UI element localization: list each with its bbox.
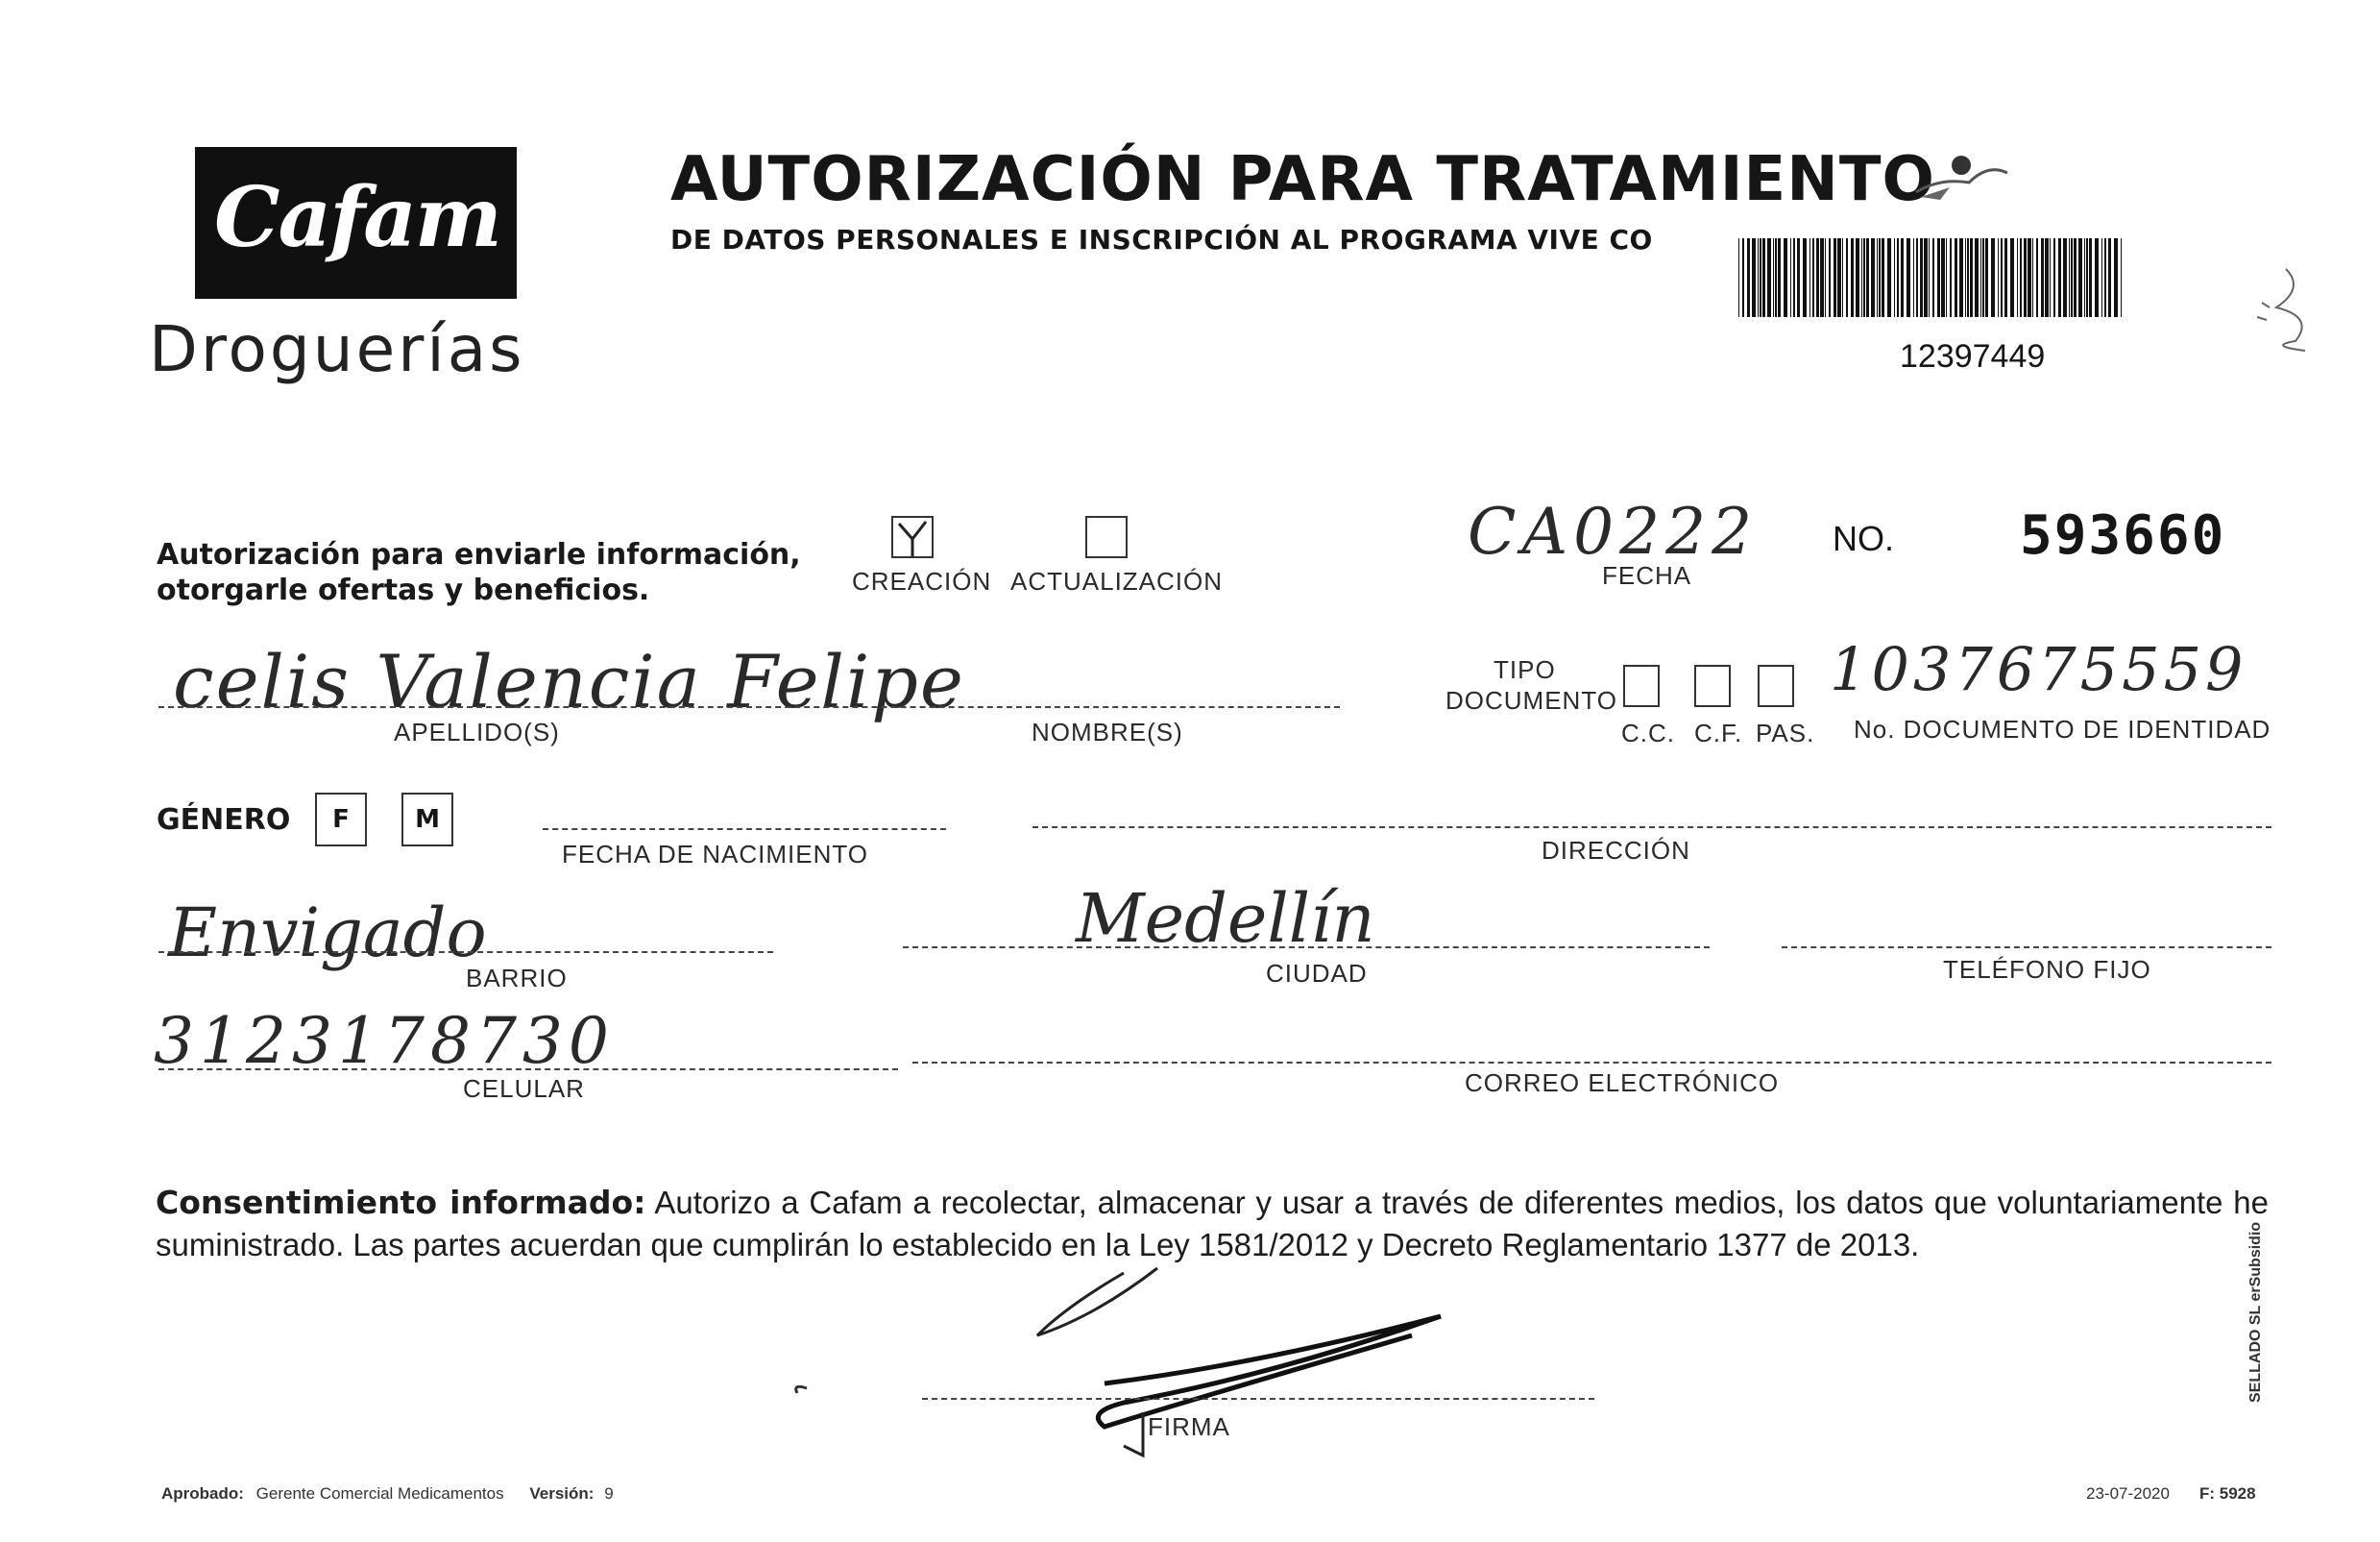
- barcode-bar: [2053, 238, 2055, 317]
- barcode-bar: [2121, 238, 2122, 317]
- barcode-bar: [1901, 238, 1904, 317]
- barcode-bar: [1809, 238, 1810, 317]
- genero-label: GÉNERO: [157, 803, 291, 837]
- barcode-bar: [1861, 238, 1862, 317]
- barcode-bar: [2010, 238, 2014, 317]
- barcode-bar: [1879, 238, 1881, 317]
- barcode-bar: [2086, 238, 2088, 317]
- barcode-bar: [2078, 238, 2082, 317]
- document-title: AUTORIZACIÓN PARA TRATAMIENTO: [670, 144, 1935, 215]
- barcode-bar: [1924, 238, 1928, 317]
- barcode-bar: [2001, 238, 2003, 317]
- barcode-bar: [1820, 238, 1824, 317]
- telefono-line: [1782, 946, 2271, 948]
- barcode-bar: [1967, 238, 1969, 317]
- apellidos-line: [158, 706, 1340, 708]
- barcode-bar: [2069, 238, 2070, 317]
- cc-checkbox[interactable]: [1623, 665, 1660, 707]
- barrio-label: BARRIO: [466, 964, 568, 992]
- barcode-bar: [1812, 238, 1814, 317]
- documento-value: 1037675559: [1830, 634, 2247, 704]
- barcode-bar: [1946, 238, 1947, 317]
- barcode-bar: [1955, 238, 1957, 317]
- barcode-bar: [1937, 238, 1940, 317]
- barcode-bar: [1752, 238, 1756, 317]
- barcode-bar: [1866, 238, 1869, 317]
- celular-line: [158, 1068, 898, 1070]
- correo-label: CORREO ELECTRÓNICO: [1465, 1068, 1780, 1097]
- cf-checkbox[interactable]: [1694, 665, 1731, 707]
- consent-heading: Consentimiento informado:: [156, 1184, 646, 1221]
- version-value: 9: [604, 1484, 614, 1503]
- barcode-bar: [1970, 238, 1973, 317]
- brand-subtitle: Droguerías: [149, 312, 525, 386]
- ciudad-line: [903, 946, 1710, 948]
- barrio-line: [158, 951, 773, 953]
- cc-label: C.C.: [1621, 719, 1675, 747]
- barcode-bar: [1985, 238, 1988, 317]
- barcode-bar: [2045, 238, 2049, 317]
- barcode-bar: [1897, 238, 1899, 317]
- creacion-label: CREACIÓN: [852, 567, 992, 596]
- intro-line-2: otorgarle ofertas y beneficios.: [157, 574, 650, 607]
- nombres-label: NOMBRE(S): [1032, 718, 1183, 747]
- barcode-bar: [1965, 238, 1966, 317]
- barcode-bar: [1882, 238, 1884, 317]
- tipo-documento-label-2: DOCUMENTO: [1445, 686, 1617, 715]
- barcode-bar: [1742, 238, 1744, 317]
- direccion-label: DIRECCIÓN: [1542, 836, 1690, 865]
- corner-scribble-icon: [2247, 259, 2334, 355]
- consent-paragraph: [156, 1182, 2269, 1266]
- firma-line: [922, 1398, 1594, 1400]
- aprobado-value: Gerente Comercial Medicamentos: [255, 1484, 504, 1503]
- barcode-bar: [1842, 238, 1843, 317]
- barcode-bar: [1793, 238, 1795, 317]
- correo-line: [912, 1062, 2271, 1064]
- barcode-bar: [1913, 238, 1914, 317]
- direccion-line: [1032, 826, 2271, 828]
- barcode-bar: [2036, 238, 2038, 317]
- barcode-bar: [1887, 238, 1891, 317]
- barcode-bar: [1906, 238, 1910, 317]
- barcode-bar: [1959, 238, 1963, 317]
- barcode-bar: [2004, 238, 2007, 317]
- barcode-bar: [1877, 238, 1878, 317]
- barcode-bar: [1829, 238, 1831, 317]
- barcode-bar: [1920, 238, 1923, 317]
- barcode-bar: [1856, 238, 1859, 317]
- barcode-bar: [1816, 238, 1819, 317]
- barcode-bar: [2071, 238, 2073, 317]
- tipo-documento-label-1: TIPO: [1494, 655, 1556, 684]
- barcode-bar: [1950, 238, 1952, 317]
- barcode-bar: [2108, 238, 2111, 317]
- barcode-bar: [1932, 238, 1934, 317]
- barcode-bar: [2104, 238, 2106, 317]
- fecha-nacimiento-line: [543, 828, 946, 830]
- barcode-bar: [1778, 238, 1781, 317]
- ciudad-value: Medellín: [1076, 879, 1375, 958]
- barcode-bar: [2089, 238, 2092, 317]
- apellidos-value: celis Valencia Felipe: [173, 639, 965, 724]
- version-label: Versión:: [529, 1484, 595, 1503]
- barcode-bar: [1760, 238, 1761, 317]
- barcode-bar: [1784, 238, 1787, 317]
- barcode-bar: [1773, 238, 1774, 317]
- barcode-bar: [2028, 238, 2031, 317]
- document-subtitle: DE DATOS PERSONALES E INSCRIPCIÓN AL PROGRAMA VIVE CO: [670, 224, 1653, 256]
- telefono-label: TELÉFONO FIJO: [1943, 955, 2151, 984]
- signature-image: [778, 1259, 1469, 1470]
- barcode-bar: [1790, 238, 1791, 317]
- barcode-bar: [1846, 238, 1848, 317]
- barcode-bar: [1747, 238, 1750, 317]
- barcode-bar: [2084, 238, 2085, 317]
- footer-date: 23-07-2020: [2086, 1484, 2170, 1503]
- intro-line-1: Autorización para enviarle información,: [157, 538, 801, 572]
- barcode-bar: [2101, 238, 2102, 317]
- firma-label: FIRMA: [1148, 1412, 1230, 1441]
- barcode-bar: [1916, 238, 1918, 317]
- barcode-bar: [2114, 238, 2118, 317]
- emblem-icon: [1911, 144, 2017, 202]
- celular-label: CELULAR: [463, 1074, 585, 1103]
- footer-approved: [161, 1484, 614, 1504]
- footer-code: F: 5928: [2199, 1484, 2256, 1503]
- no-value: 593660: [2020, 504, 2226, 567]
- aprobado-label: Aprobado:: [161, 1484, 244, 1503]
- barcode-bar: [1998, 238, 1999, 317]
- barcode-bar: [1758, 238, 1759, 317]
- barcode-bar: [1982, 238, 1984, 317]
- barcode-bar: [1834, 238, 1836, 317]
- barcode-bar: [1825, 238, 1826, 317]
- documento-label: No. DOCUMENTO DE IDENTIDAD: [1854, 715, 2271, 744]
- barcode-bar: [1797, 238, 1800, 317]
- barrio-value: Envigado: [168, 893, 487, 972]
- barcode-bar: [1738, 238, 1739, 317]
- actualizacion-checkbox[interactable]: [1085, 516, 1128, 558]
- barcode-bar: [2041, 238, 2044, 317]
- barcode-bar: [1803, 238, 1807, 317]
- barcode-bar: [1991, 238, 1995, 317]
- barcode-number: 12397449: [1900, 338, 2046, 375]
- barcode-bar: [1894, 238, 1895, 317]
- barcode-bar: [2024, 238, 2027, 317]
- barcode-bar: [2020, 238, 2022, 317]
- no-label: NO.: [1833, 519, 1895, 558]
- barcode-bar: [1929, 238, 1930, 317]
- pas-checkbox[interactable]: [1758, 665, 1794, 707]
- barcode-bar: [1775, 238, 1777, 317]
- genero-m-box[interactable]: M: [401, 793, 453, 846]
- barcode-bar: [1767, 238, 1771, 317]
- pas-label: PAS.: [1756, 719, 1815, 747]
- actualizacion-label: ACTUALIZACIÓN: [1010, 567, 1224, 596]
- genero-f-box[interactable]: F: [315, 793, 367, 846]
- fecha-label: FECHA: [1602, 561, 1692, 590]
- fecha-nacimiento-label: FECHA DE NACIMIENTO: [562, 840, 869, 869]
- barcode-bar: [2050, 238, 2051, 317]
- barcode-image: [1738, 238, 2127, 317]
- creacion-checkbox[interactable]: [891, 516, 934, 558]
- barcode-bar: [1762, 238, 1765, 317]
- barcode-bar: [2017, 238, 2018, 317]
- consent-body: Autorizo a Cafam a recolectar, almacenar y usar a través de diferentes medios, los datos que voluntariamente he suministrado. Las partes acuerdan que cumplirán lo establecido en la Ley 1581/2012 y Decreto Reglamentario 1377 de 2013.: [156, 1185, 2269, 1262]
- apellidos-label: APELLIDO(S): [394, 718, 560, 747]
- ciudad-label: CIUDAD: [1266, 959, 1368, 988]
- barcode-bar: [2074, 238, 2076, 317]
- barcode-bar: [1980, 238, 1981, 317]
- side-stamp-text: SELLADO SL erSubsidio: [2247, 1221, 2264, 1403]
- cf-label: C.F.: [1694, 719, 1743, 747]
- barcode-bar: [2063, 238, 2067, 317]
- barcode-bar: [2095, 238, 2099, 317]
- barcode-bar: [1975, 238, 1979, 317]
- barcode-bar: [1863, 238, 1865, 317]
- check-mark-icon: [893, 518, 932, 556]
- fecha-value: CA0222: [1468, 495, 1759, 569]
- barcode-bar: [1837, 238, 1841, 317]
- celular-value: 3123178730: [154, 1004, 615, 1078]
- barcode-bar: [1871, 238, 1875, 317]
- barcode-bar: [2058, 238, 2061, 317]
- barcode-bar: [2032, 238, 2033, 317]
- brand-logo-text: Cafam: [214, 169, 500, 266]
- barcode-bar: [1851, 238, 1854, 317]
- barcode-bar: [1941, 238, 1945, 317]
